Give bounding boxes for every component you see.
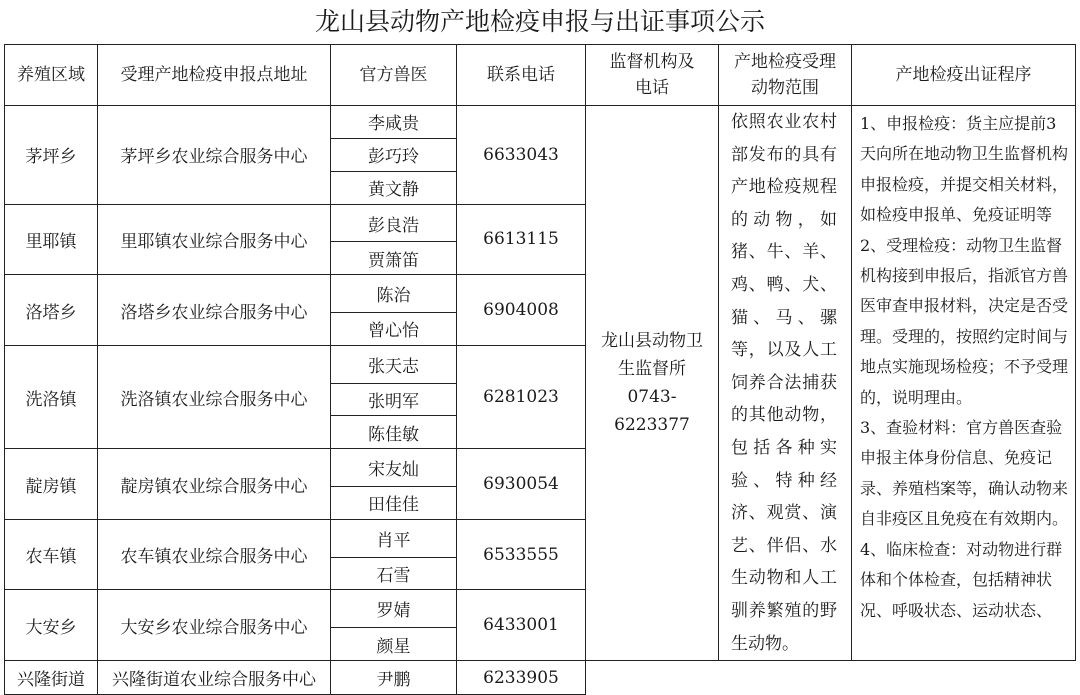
table-row: [5, 106, 1076, 139]
header-phone: 联系电话: [457, 45, 586, 106]
region-cell: 洛塔乡: [5, 275, 98, 346]
phone-cell: 6533555: [457, 519, 586, 590]
phone-cell: 6930054: [457, 449, 586, 520]
address-cell: 洗洛镇农业综合服务中心: [98, 345, 331, 448]
address-cell: 兴隆街道农业综合服务中心: [98, 661, 331, 695]
region-cell: 兴隆街道: [5, 661, 98, 695]
region-cell: 洗洛镇: [5, 345, 98, 448]
vet-cell: 陈治: [331, 275, 457, 313]
region-cell: 里耶镇: [5, 204, 98, 275]
address-cell: 里耶镇农业综合服务中心: [98, 204, 331, 275]
phone-cell: 6281023: [457, 345, 586, 448]
table-row: [5, 661, 1076, 695]
vet-cell: 宋友灿: [331, 449, 457, 487]
vet-cell: 田佳佳: [331, 486, 457, 519]
agency-phone: 0743-6223377: [614, 387, 690, 436]
vet-cell: 彭良浩: [331, 204, 457, 242]
vet-cell: 石雪: [331, 557, 457, 590]
vet-cell: 尹鹏: [331, 661, 457, 695]
region-cell: 大安乡: [5, 590, 98, 661]
header-vet: 官方兽医: [331, 45, 457, 106]
address-cell: 大安乡农业综合服务中心: [98, 590, 331, 661]
vet-cell: 黄文静: [331, 171, 457, 204]
vet-cell: 陈佳敏: [331, 416, 457, 449]
phone-cell: 6233905: [457, 661, 586, 695]
address-cell: 农车镇农业综合服务中心: [98, 519, 331, 590]
procedure-step: 2、受理检疫：动物卫生监督机构接到申报后，指派官方兽医审查申报材料，决定是否受理。受理的，按照约定时间与地点实施现场检疫；不予受理的，说明理由。: [860, 235, 1069, 407]
scope-cell: 依照农业农村部发布的具有产地检疫规程的动物，如猪、牛、羊、鸡、鸭、犬、猫、马、骡等，以及人工饲养合法捕获的其他动物，包括各种实验、特种经济、观赏、演艺、伴侣、水生动物和人工驯养繁殖的野生动物。: [719, 106, 852, 661]
procedure-step: 3、查验材料：官方兽医查验申报主体身份信息、免疫记录、养殖档案等，确认动物来自非疫区且免疫在有效期内。: [860, 418, 1069, 529]
address-cell: 茅坪乡农业综合服务中心: [98, 106, 331, 205]
procedure-cell: [852, 106, 1076, 661]
phone-cell: 6613115: [457, 204, 586, 275]
region-cell: 农车镇: [5, 519, 98, 590]
header-scope: 产地检疫受理动物范围: [719, 45, 852, 106]
address-cell: 洛塔乡农业综合服务中心: [98, 275, 331, 346]
header-procedure: 产地检疫出证程序: [852, 45, 1076, 106]
vet-cell: 彭巧玲: [331, 138, 457, 171]
procedure-step: 4、临床检查：对动物进行群体和个体检查，包括精神状况、呼吸状态、运动状态、: [860, 539, 1063, 620]
phone-cell: 6433001: [457, 590, 586, 661]
notice-table: [4, 44, 1076, 695]
page-title: 龙山县动物产地检疫申报与出证事项公示: [314, 7, 765, 36]
vet-cell: 张天志: [331, 345, 457, 383]
region-cell: 茅坪乡: [5, 106, 98, 205]
phone-cell: 6633043: [457, 106, 586, 205]
region-cell: 靛房镇: [5, 449, 98, 520]
header-agency: 监督机构及电话: [586, 45, 719, 106]
vet-cell: 曾心怡: [331, 312, 457, 345]
address-cell: 靛房镇农业综合服务中心: [98, 449, 331, 520]
vet-cell: 张明军: [331, 383, 457, 416]
header-region: 养殖区域: [5, 45, 98, 106]
vet-cell: 李咸贵: [331, 106, 457, 139]
vet-cell: 罗婧: [331, 590, 457, 628]
header-address: 受理产地检疫申报点地址: [98, 45, 331, 106]
phone-cell: 6904008: [457, 275, 586, 346]
vet-cell: 贾箫笛: [331, 242, 457, 275]
procedure-step: 1、申报检疫：货主应提前3天向所在地动物卫生监督机构申报检疫，并提交相关材料，如检疫申报单、免疫证明等: [860, 114, 1069, 225]
agency-cell: [586, 106, 719, 661]
header-row: [5, 45, 1076, 106]
vet-cell: 肖平: [331, 519, 457, 557]
vet-cell: 颜星: [331, 628, 457, 661]
agency-name: 龙山县动物卫生监督所: [601, 331, 703, 380]
